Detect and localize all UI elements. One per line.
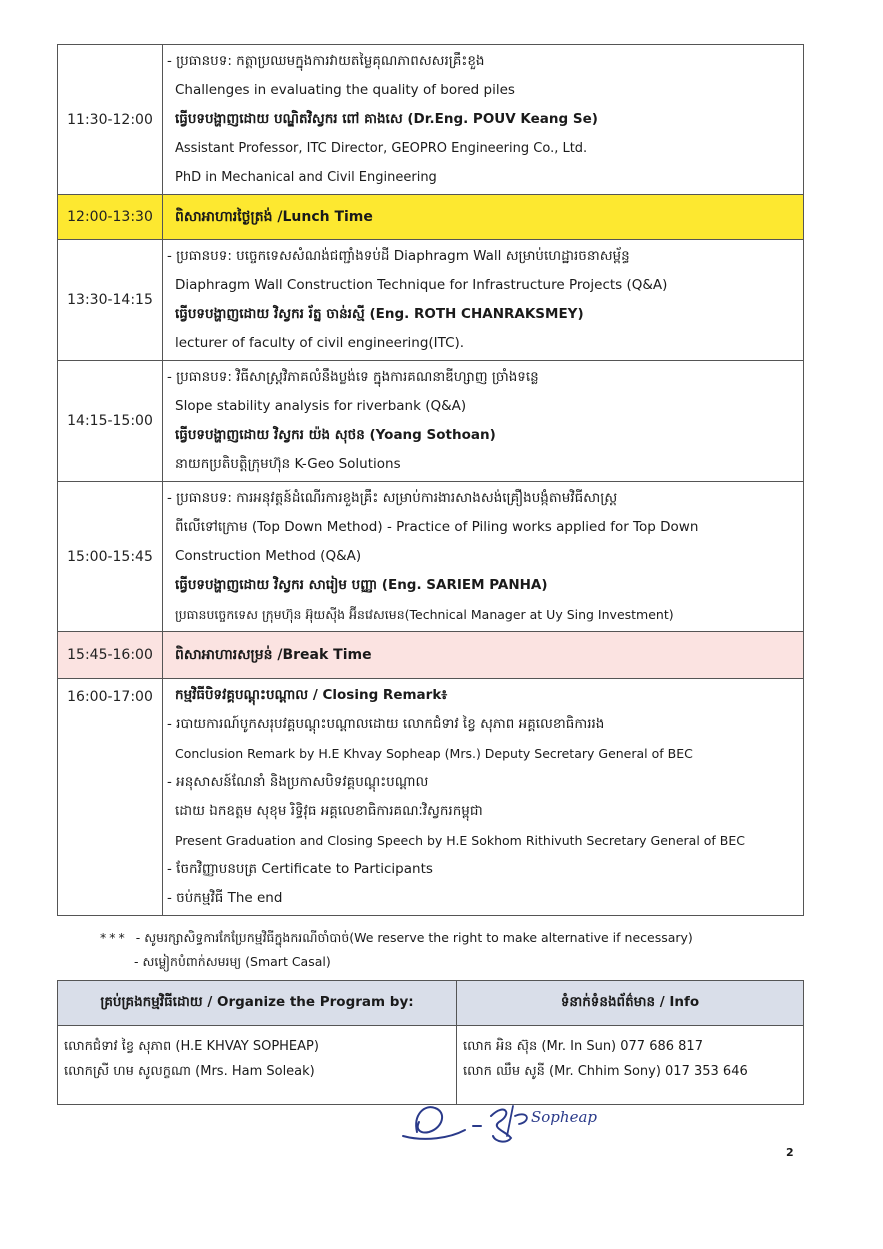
schedule-row [58,45,804,195]
schedule-table [57,44,804,916]
presenter-degree: PhD in Mechanical and Civil Engineering [175,170,437,185]
presenter-title: lecturer of faculty of civil engineering(ITC). [175,335,465,351]
schedule-row [58,482,804,632]
note-line [100,926,693,950]
time-cell: 11:30-12:00 [58,45,163,195]
topic-line-en: Slope stability analysis for riverbank (Q&A) [175,398,467,414]
contact-line: លោក អិន ស៊ុន (Mr. In Sun) 077 686 817 [463,1039,703,1054]
closing-item: - ចប់កម្មវិធី The end [167,890,283,906]
presenter-title: ប្រធានបច្ចេកទេស ក្រុមហ៊ុន អ៊ុយស៊ីង អ៊ីនវេសមេន(Technical Manager at Uy Sing Investment) [175,607,674,622]
closing-item-cont: ដោយ ឯកឧត្តម សុខុម រិទ្ធិវុធ អគ្គលេខាធិការគណៈវិស្វករកម្ពុជា [175,803,483,819]
closing-item: - របាយការណ៍បូកសរុបវគ្គបណ្តុះបណ្តាលដោយ លោកជំទាវ ខ្វៃ សុភាព អគ្គលេខាធិការរង [167,716,605,732]
notes [100,926,693,974]
topic-line-cont: ពីលើទៅក្រោម (Top Down Method) - Practice of Piling works applied for Top Down [175,519,699,535]
note-stars: *** [100,930,128,945]
schedule-row [58,679,804,916]
page-number: 2 [786,1146,794,1159]
organizer-header-left: គ្រប់គ្រងកម្មវិធីដោយ / Organize the Program by: [58,981,457,1026]
note-text: - សូមរក្សាសិទ្ធការកែប្រែកម្មវិធីក្នុងករណីចាំបាច់(We reserve the right to make alternative if necessary) [135,930,693,945]
presenter-title: នាយកប្រតិបត្តិក្រុមហ៊ុន K-Geo Solutions [175,456,401,472]
closing-item-en: Present Graduation and Closing Speech by H.E Sokhom Rithivuth Secretary General of BEC [175,833,745,848]
signature-image [395,1092,597,1148]
lunch-row [58,195,804,240]
closing-item: - ចែកវិញ្ញាបនបត្រ Certificate to Participants [167,861,433,877]
closing-item: - អនុសាសន៍ណែនាំ និងប្រកាសបិទវគ្គបណ្តុះបណ្តាល [167,774,429,790]
time-cell: 14:15-15:00 [58,361,163,482]
session-content [163,240,804,361]
break-row [58,632,804,679]
session-content [163,45,804,195]
schedule-row [58,240,804,361]
note-line [100,950,693,974]
break-label [163,632,804,679]
topic-line-cont: Construction Method (Q&A) [175,548,362,564]
presenter-line: ធ្វើបទបង្ហាញដោយ វិស្វករ យ៉ង សុថន (Yoang Sothoan) [175,427,496,443]
presenter-line: ធ្វើបទបង្ហាញដោយ បណ្ឌិតវិស្វករ ពៅ គាងសេ (Dr.Eng. POUV Keang Se) [175,111,598,127]
topic-line-en: Diaphragm Wall Construction Technique for Infrastructure Projects (Q&A) [175,277,668,293]
signature-text: Sopheap [531,1108,597,1126]
organizer-header [58,981,804,1026]
topic-line: - ប្រធានបទ: វិធីសាស្ត្រវិភាគលំនឹងប្លង់ទេ ក្នុងការគណនាឌីហ្សាញ ច្រាំងទន្លេ [167,369,539,385]
session-content [163,482,804,632]
closing-heading: កម្មវិធីបិទវគ្គបណ្តុះបណ្តាល / Closing Remark៖ [175,687,448,703]
organizer-name: លោកជំទាវ ខ្វៃ សុភាព (H.E KHVAY SOPHEAP) [64,1039,319,1054]
note-text: - សម្លៀកបំពាក់សមរម្យ (Smart Casal) [134,954,331,969]
organizer-header-right: ទំនាក់ទំនងព័ត៌មាន / Info [457,981,804,1026]
presenter-line: ធ្វើបទបង្ហាញដោយ វិស្វករ សារៀម បញ្ញា (Eng. SARIEM PANHA) [175,577,548,593]
break-text: ពិសាអាហារសម្រន់ /Break Time [175,647,372,663]
contact-line: លោក ឈឹម សូនី (Mr. Chhim Sony) 017 353 646 [463,1064,748,1079]
lunch-label [163,195,804,240]
time-cell: 12:00-13:30 [58,195,163,240]
topic-line-en: Challenges in evaluating the quality of bored piles [175,82,515,98]
time-cell: 15:45-16:00 [58,632,163,679]
lunch-text: ពិសាអាហារថ្ងៃត្រង់ /Lunch Time [175,209,373,225]
session-content [163,361,804,482]
time-cell: 13:30-14:15 [58,240,163,361]
time-cell: 16:00-17:00 [58,679,163,916]
presenter-title: Assistant Professor, ITC Director, GEOPRO Engineering Co., Ltd. [175,141,588,156]
closing-content [163,679,804,916]
topic-line: - ប្រធានបទ: បច្ចេកទេសសំណង់ជញ្ជាំងទប់ដី Diaphragm Wall សម្រាប់ហេដ្ឋារចនាសម្ព័ន្ធ [167,248,630,264]
presenter-line: ធ្វើបទបង្ហាញដោយ វិស្វករ រ័ត្ន ចាន់រស្មី (Eng. ROTH CHANRAKSMEY) [175,306,584,322]
organizer-name: លោកស្រី ហម សូលក្ខណា (Mrs. Ham Soleak) [64,1064,315,1079]
organizer-table [57,980,804,1105]
topic-line: - ប្រធានបទ: កត្តាប្រឈមក្នុងការវាយតម្លៃគុណភាពសសរគ្រឹះខួង [167,53,485,69]
closing-item-en: Conclusion Remark by H.E Khvay Sopheap (Mrs.) Deputy Secretary General of BEC [175,746,693,761]
topic-line: - ប្រធានបទ: ការអនុវត្តន៍ដំណើរការខួងគ្រឹះ សម្រាប់ការងារសាងសង់គ្រឿងបង្កំតាមវិធីសាស្ត្រ [167,490,618,506]
schedule-row [58,361,804,482]
time-cell: 15:00-15:45 [58,482,163,632]
